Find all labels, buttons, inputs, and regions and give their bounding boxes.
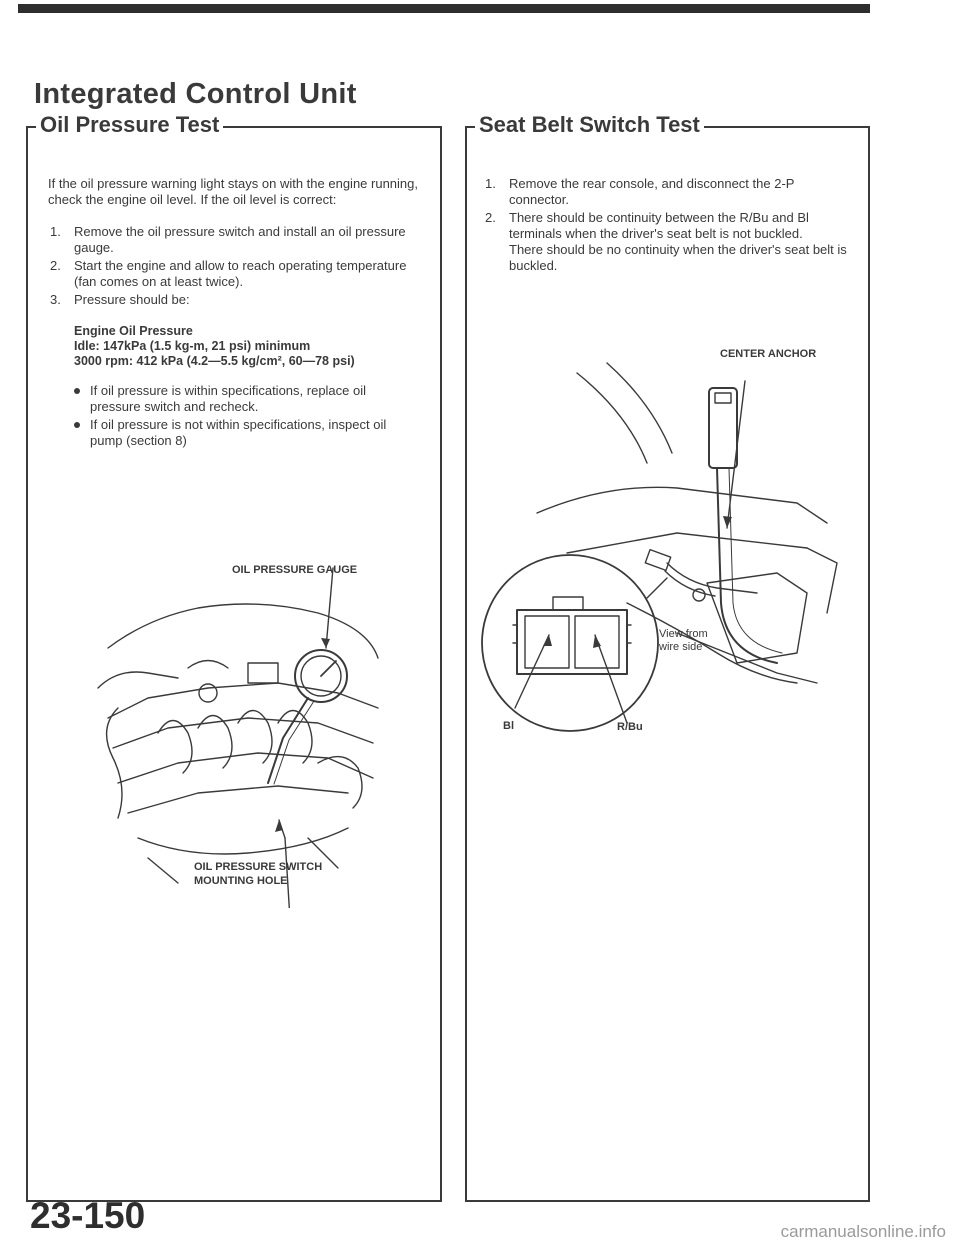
bullet-dot-icon: [74, 388, 80, 394]
page-number: 23-150: [30, 1195, 146, 1236]
oil-result-bullets: [74, 383, 420, 449]
page-title: Integrated Control Unit: [34, 78, 357, 110]
oil-step-1: [48, 224, 420, 256]
label-terminal-bl: Bl: [503, 720, 514, 732]
label-view-line1: View from: [659, 628, 708, 640]
spec-heading: Engine Oil Pressure: [74, 324, 193, 338]
oil-step-2-text: Start the engine and allow to reach operating temperature (fan comes on at least twice).: [74, 258, 407, 289]
seat-step-2: [483, 210, 852, 274]
label-view-from-wire-side: [659, 628, 708, 654]
oil-bullet-2: [74, 417, 420, 449]
oil-pressure-test-panel: [26, 112, 442, 1202]
top-rule: [18, 4, 870, 13]
label-terminal-rbu: R/Bu: [617, 721, 643, 733]
seat-step-1-number: 1.: [485, 176, 496, 191]
seat-belt-switch-test-panel: [465, 112, 870, 1202]
oil-step-1-number: 1.: [50, 224, 61, 239]
oil-pressure-test-title: Oil Pressure Test: [36, 112, 223, 138]
seat-step-2-number: 2.: [485, 210, 496, 225]
label-oil-pressure-switch: [194, 860, 322, 888]
spec-rpm: 3000 rpm: 412 kPa (4.2—5.5 kg/cm², 60—78 psi): [74, 354, 355, 368]
spec-idle: Idle: 147kPa (1.5 kg-m, 21 psi) minimum: [74, 339, 311, 353]
oil-pressure-test-body: [48, 176, 420, 451]
oil-step-2: [48, 258, 420, 290]
oil-bullet-1: [74, 383, 420, 415]
seat-step-2-text: There should be continuity between the R/Bu and Bl terminals when the driver's seat belt is not buckled.: [509, 210, 809, 241]
oil-step-3: [48, 292, 420, 308]
label-oil-pressure-switch-line2: MOUNTING HOLE: [194, 875, 288, 887]
seat-step-1-text: Remove the rear console, and disconnect the 2-P connector.: [509, 176, 795, 207]
watermark: carmanualsonline.info: [780, 1222, 946, 1241]
seat-step-2-text-continued: There should be no continuity when the driver's seat belt is buckled.: [509, 242, 847, 273]
label-center-anchor: CENTER ANCHOR: [720, 348, 817, 360]
seat-belt-switch-test-title: Seat Belt Switch Test: [475, 112, 704, 138]
label-oil-pressure-switch-line1: OIL PRESSURE SWITCH: [194, 861, 323, 873]
seat-step-1: [483, 176, 852, 208]
seat-steps-list: [483, 176, 852, 274]
oil-pressure-spec: [74, 324, 420, 369]
seat-belt-switch-illustration: [477, 353, 867, 763]
seat-belt-switch-test-body: [483, 176, 852, 290]
oil-step-3-number: 3.: [50, 292, 61, 307]
oil-bullet-2-text: If oil pressure is not within specifications, inspect oil pump (section 8): [90, 417, 387, 448]
oil-intro-text: If the oil pressure warning light stays on with the engine running, check the engine oil level. If the oil level is correct:: [48, 176, 418, 207]
label-oil-pressure-gauge: OIL PRESSURE GAUGE: [232, 564, 358, 576]
oil-steps-list: [48, 224, 420, 308]
oil-step-3-text: Pressure should be:: [74, 292, 190, 307]
bullet-dot-icon: [74, 422, 80, 428]
oil-step-1-text: Remove the oil pressure switch and install an oil pressure gauge.: [74, 224, 406, 255]
oil-step-2-number: 2.: [50, 258, 61, 273]
oil-pressure-gauge-illustration: [88, 558, 388, 908]
oil-bullet-1-text: If oil pressure is within specifications, replace oil pressure switch and recheck.: [90, 383, 367, 414]
label-view-line2: wire side: [659, 641, 703, 653]
